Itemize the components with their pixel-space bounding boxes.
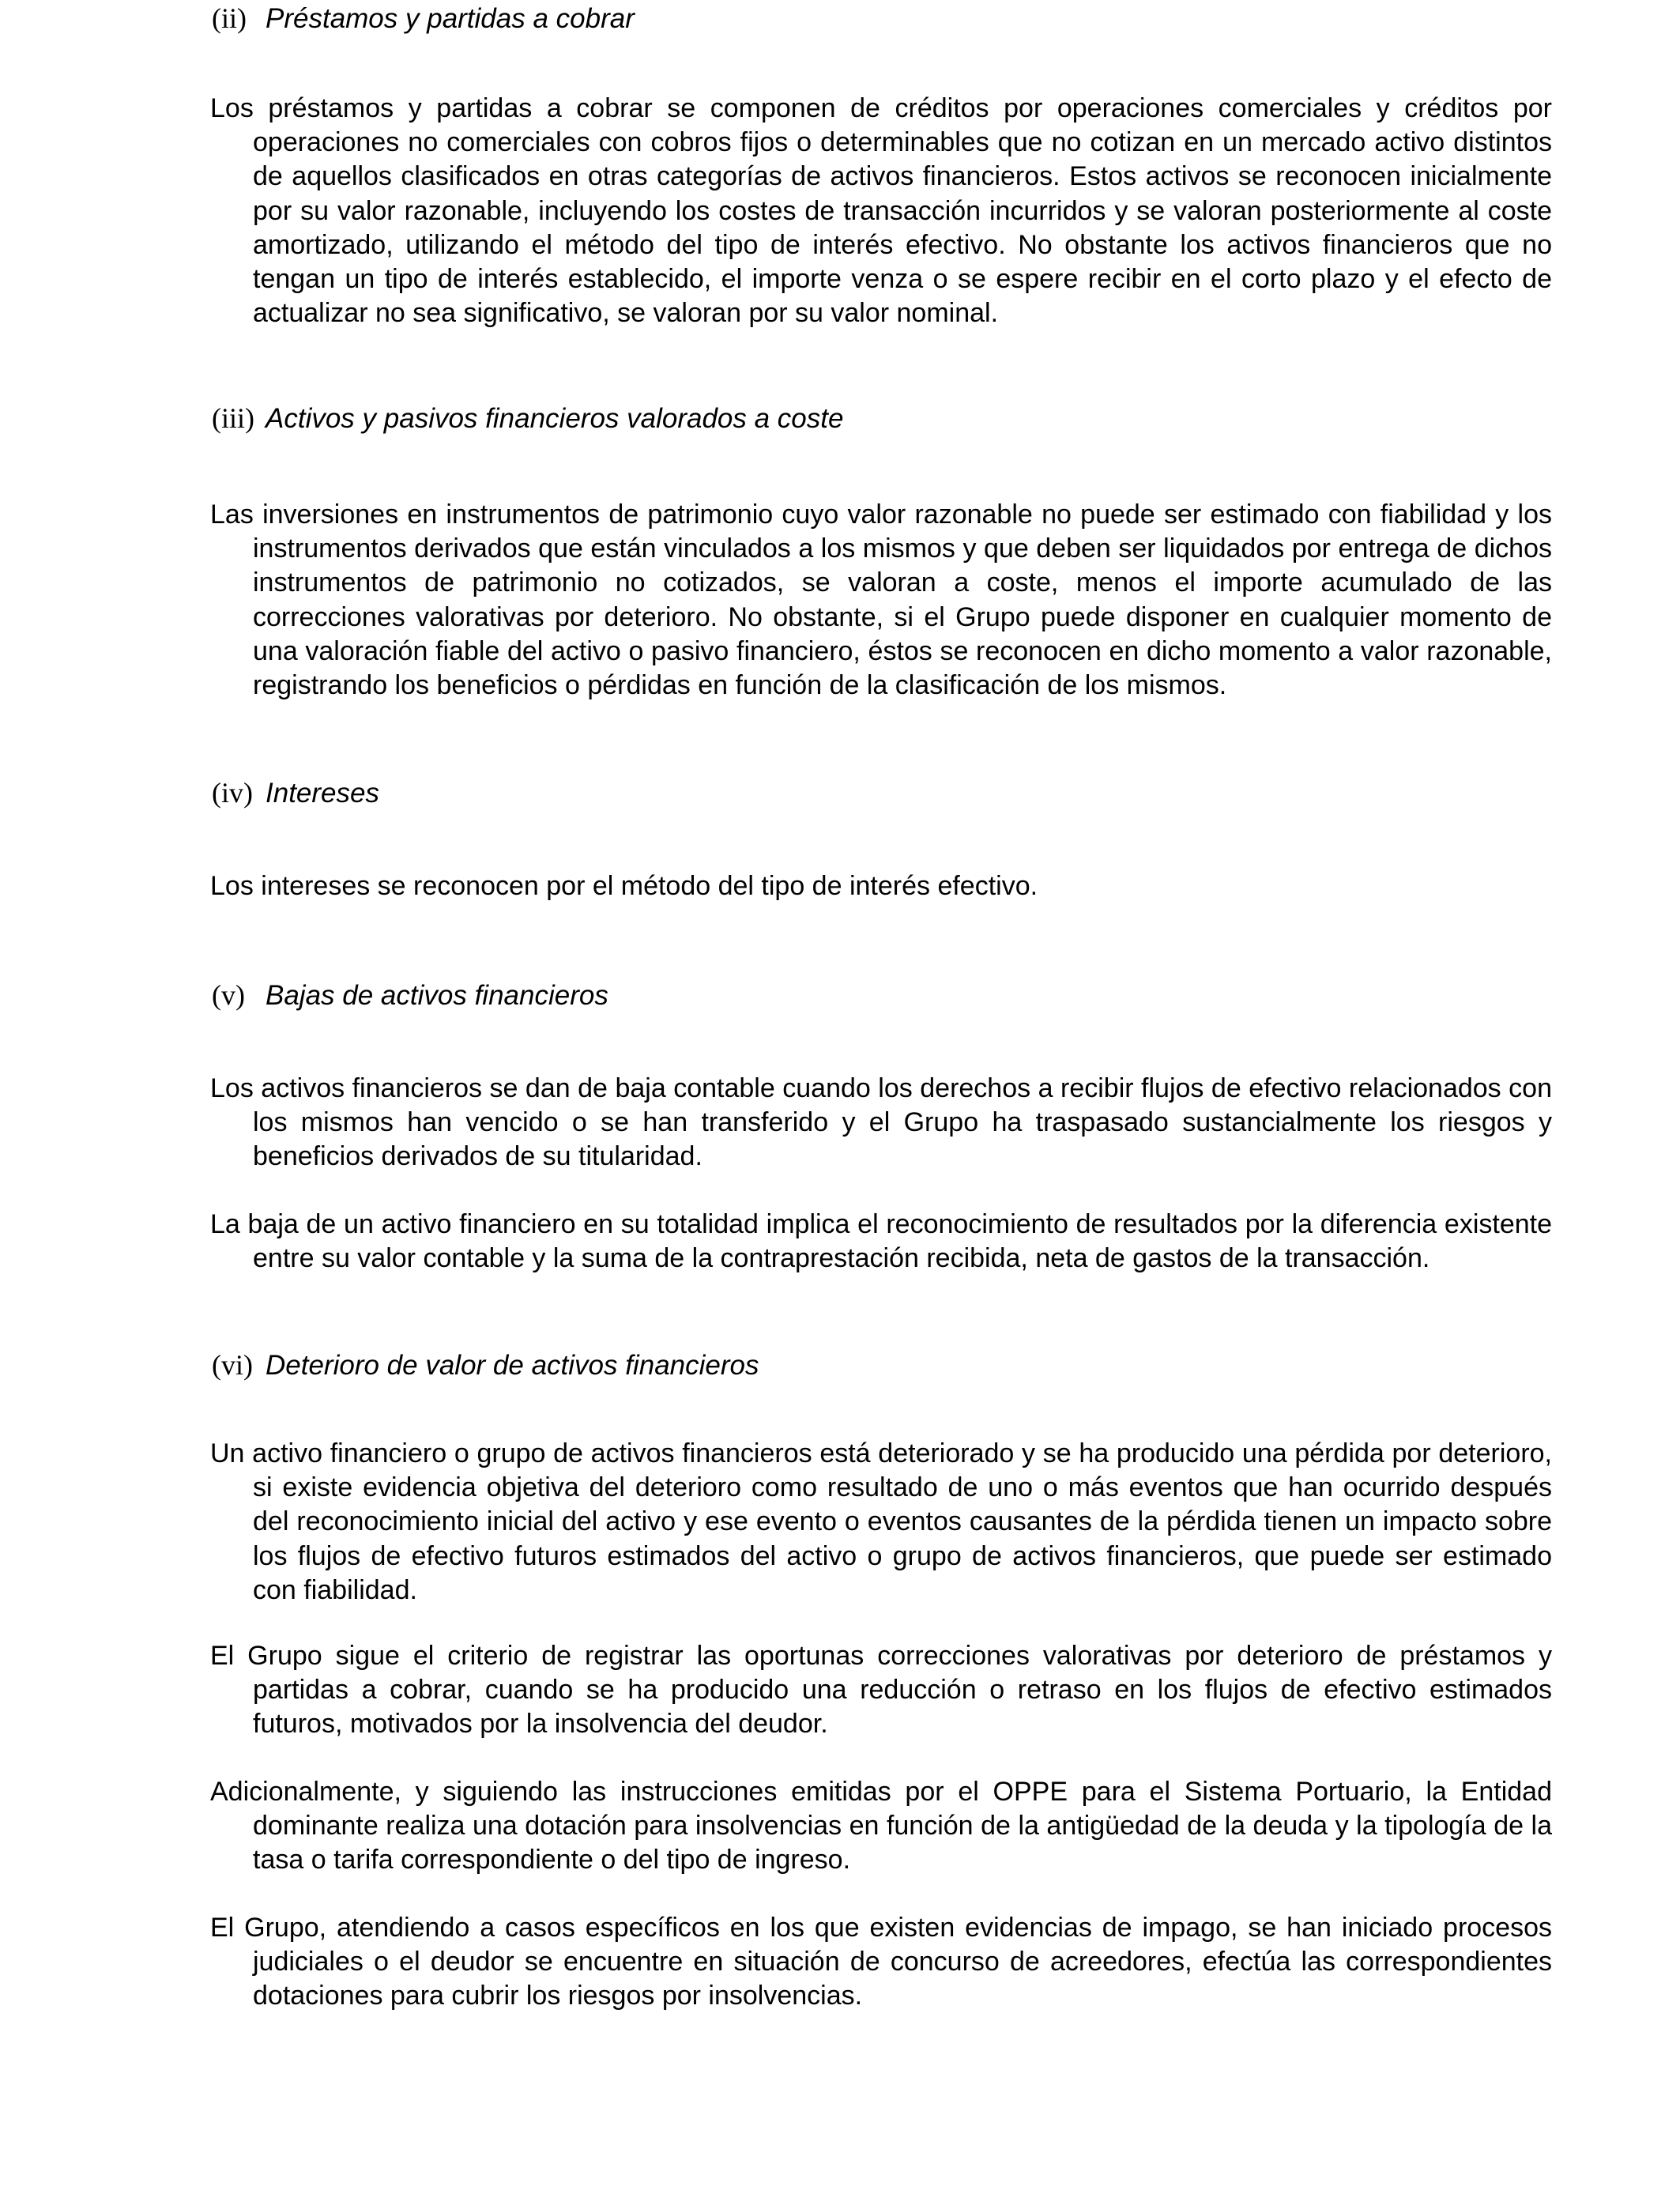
paragraph: El Grupo sigue el criterio de registrar las oportunas correcciones valorativas por deterioro de préstamos y partidas a cobrar, cuando se ha producido una reducción o retraso en los flujos de efectivo estimados futuros, motivados por la insolvencia del deudor. (210, 1641, 1552, 1740)
section-heading (210, 401, 1554, 449)
section-title: Intereses (266, 778, 379, 809)
paragraph: Un activo financiero o grupo de activos financieros está deteriorado y se ha producido una pérdida por deterioro, si existe evidencia objetiva del deterioro como resultado de uno o más eventos que han ocurrido después del reconocimiento inicial del activo y ese evento o eventos causantes de la pérdida tienen un impacto sobre los flujos de efectivo futuros estimados del activo o grupo de activos financieros, que puede ser estimado con fiabilidad. (210, 1438, 1552, 1605)
section-number: (iv) (212, 777, 253, 809)
section-number: (v) (212, 979, 245, 1011)
paragraph: Las inversiones en instrumentos de patrimonio cuyo valor razonable no puede ser estimado con fiabilidad y los instrumentos derivados que están vinculados a los mismos y que deben ser liquidados por entrega de dichos instrumentos de patrimonio no cotizados, se valoran a coste, menos el importe acumulado de las correcciones valorativas por deterioro. No obstante, si el Grupo puede disponer en cualquier momento de una valoración fiable del activo o pasivo financiero, éstos se reconocen en dicho momento a valor razonable, registrando los beneficios o pérdidas en función de la clasificación de los mismos. (210, 499, 1552, 701)
section-title: Préstamos y partidas a cobrar (266, 3, 635, 34)
paragraph: Adicionalmente, y siguiendo las instrucciones emitidas por el OPPE para el Sistema Portuario, la Entidad dominante realiza una dotación para insolvencias en función de la antigüedad de la deuda y la tipología de la tasa o tarifa correspondiente o del tipo de ingreso. (210, 1777, 1552, 1875)
section-number: (iii) (212, 402, 254, 434)
section-title: Activos y pasivos financieros valorados a coste (266, 403, 844, 434)
paragraph: Los activos financieros se dan de baja contable cuando los derechos a recibir flujos de efectivo relacionados con los mismos han vencido o se han transferido y el Grupo ha traspasado sustancialmente los riesgos y beneficios derivados de su titularidad. (210, 1073, 1552, 1172)
section-intereses (210, 776, 1554, 824)
section-heading (210, 1348, 1554, 1396)
section-number: (ii) (212, 2, 247, 34)
section-number: (vi) (212, 1349, 253, 1381)
section-heading (210, 776, 1554, 824)
section-title: Bajas de activos financieros (266, 980, 608, 1011)
section-activos-pasivos-coste (210, 401, 1554, 449)
section-heading (210, 2, 1554, 49)
paragraph: La baja de un activo financiero en su totalidad implica el reconocimiento de resultados por la diferencia existente entre su valor contable y la suma de la contraprestación recibida, neta de gastos de la transacción. (210, 1209, 1552, 1274)
paragraph: El Grupo, atendiendo a casos específicos en los que existen evidencias de impago, se han iniciado procesos judiciales o el deudor se encuentre en situación de concurso de acreedores, efectúa las correspondientes dotaciones para cubrir los riesgos por insolvencias. (210, 1913, 1552, 2011)
section-heading (210, 978, 1554, 1026)
section-bajas-activos (210, 978, 1554, 1026)
section-deterioro-activos (210, 1348, 1554, 1396)
paragraph: Los intereses se reconocen por el método del tipo de interés efectivo. (210, 871, 1038, 901)
section-prestamos (210, 2, 1554, 49)
section-title: Deterioro de valor de activos financieros (266, 1350, 759, 1381)
paragraph: Los préstamos y partidas a cobrar se componen de créditos por operaciones comerciales y créditos por operaciones no comerciales con cobros fijos o determinables que no cotizan en un mercado activo distintos de aquellos clasificados en otras categorías de activos financieros. Estos activos se reconocen inicialmente por su valor razonable, incluyendo los costes de transacción incurridos y se valoran posteriormente al coste amortizado, utilizando el método del tipo de interés efectivo. No obstante los activos financieros que no tengan un tipo de interés establecido, el importe venza o se espere recibir en el corto plazo y el efecto de actualizar no sea significativo, se valoran por su valor nominal. (210, 93, 1552, 329)
